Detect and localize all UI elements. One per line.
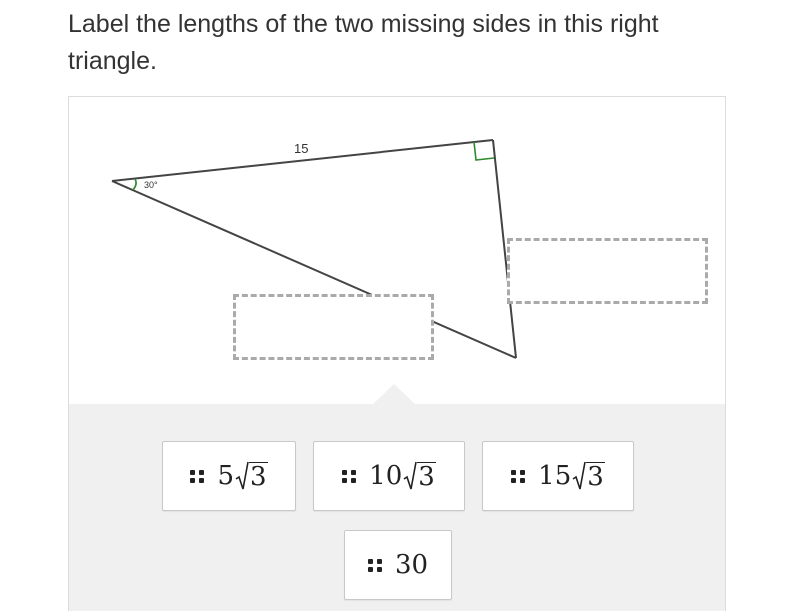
sqrt-icon bbox=[572, 461, 605, 491]
side-length-label: 15 bbox=[294, 141, 309, 156]
choice-value bbox=[538, 461, 605, 491]
drag-handle-icon bbox=[342, 470, 357, 483]
angle-arc-marker bbox=[133, 179, 136, 190]
radicand: 3 bbox=[250, 462, 267, 492]
coefficient: 10 bbox=[369, 461, 403, 491]
radicand: 3 bbox=[418, 462, 435, 492]
choice-value bbox=[395, 550, 428, 580]
sqrt-icon bbox=[235, 461, 268, 491]
tray-pointer bbox=[372, 384, 416, 405]
angle-label: 30° bbox=[144, 180, 158, 190]
choice-tile-5-sqrt3[interactable] bbox=[162, 441, 296, 511]
drop-zone-hypotenuse[interactable] bbox=[233, 294, 434, 360]
choice-tile-10-sqrt3[interactable] bbox=[313, 441, 465, 511]
question-prompt: Label the lengths of the two missing sides in this right triangle. bbox=[68, 10, 659, 75]
coefficient: 5 bbox=[217, 461, 234, 491]
radicand: 3 bbox=[587, 462, 604, 492]
choice-tile-30[interactable] bbox=[344, 530, 452, 600]
choice-tile-15-sqrt3[interactable] bbox=[482, 441, 634, 511]
choice-value bbox=[217, 461, 267, 491]
choice-value bbox=[369, 461, 436, 491]
drop-zone-right-leg[interactable] bbox=[507, 238, 708, 304]
coefficient: 30 bbox=[394, 550, 429, 580]
sqrt-icon bbox=[403, 461, 436, 491]
drag-handle-icon bbox=[368, 559, 383, 572]
right-angle-marker bbox=[474, 142, 494, 160]
drag-handle-icon bbox=[190, 470, 205, 483]
coefficient: 15 bbox=[538, 461, 572, 491]
drag-handle-icon bbox=[511, 470, 526, 483]
